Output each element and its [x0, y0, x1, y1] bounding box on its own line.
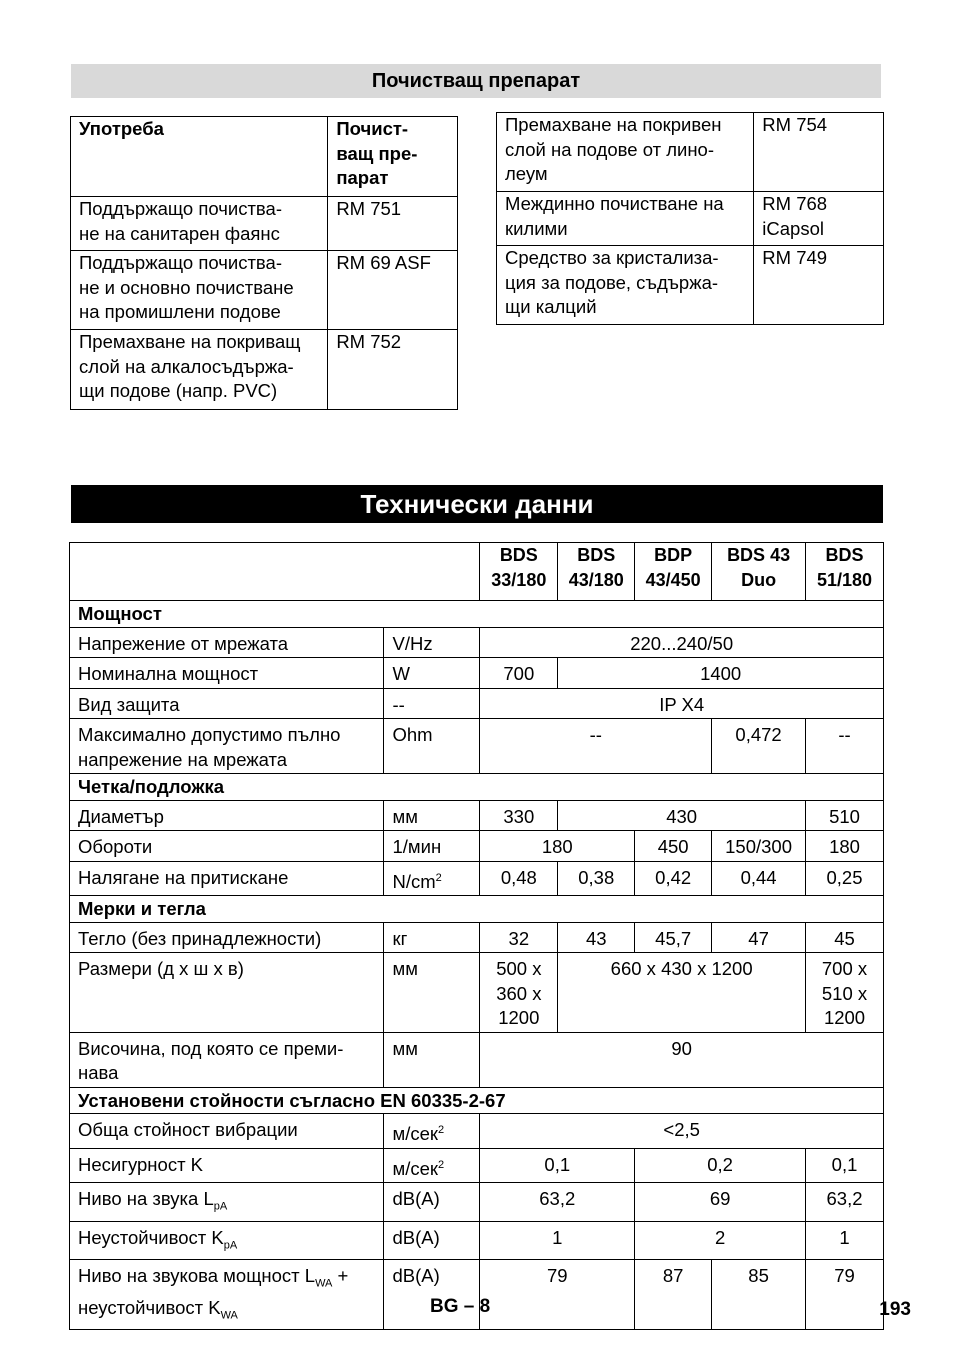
table-row	[70, 1183, 884, 1221]
row-value: 90	[480, 1032, 884, 1087]
table-row	[70, 1114, 884, 1149]
row-unit: dB(A)	[384, 1259, 480, 1329]
row-unit: мм	[384, 953, 480, 1033]
table-row	[70, 1259, 884, 1329]
model-bds-33-180: BDS 33/180	[480, 543, 558, 601]
row-label: Номинална мощност	[70, 658, 384, 689]
row-label	[70, 1183, 384, 1221]
row-unit	[384, 861, 480, 896]
agent-cell: RM 749	[754, 246, 884, 325]
row-value: 0,2	[635, 1148, 806, 1183]
row-label	[70, 1221, 384, 1259]
row-value: 430	[558, 800, 806, 831]
row-value: 510	[806, 800, 884, 831]
table-row	[70, 719, 884, 774]
model-header-row	[70, 543, 884, 601]
usage-cell: Поддържащо почиства- не на санитарен фаянс	[71, 197, 328, 251]
page-number: 193	[879, 1299, 911, 1320]
row-value: 43	[558, 922, 635, 953]
row-value: 180	[806, 831, 884, 862]
technical-data-heading: Технически данни	[71, 485, 883, 523]
row-value: 330	[480, 800, 558, 831]
label-text: + неустойчивост K	[78, 1264, 349, 1319]
agent-cell: RM 751	[328, 197, 458, 251]
table-row	[70, 1221, 884, 1259]
row-label: Максимално допустимо пълно напрежение на мрежата	[70, 719, 384, 774]
row-value: 0,472	[712, 719, 806, 774]
unit-superscript: 2	[437, 1124, 445, 1137]
table-row	[497, 192, 884, 246]
row-value: 79	[806, 1259, 884, 1329]
usage-cell: Поддържащо почиства- не и основно почистване на промишлени подове	[71, 251, 328, 330]
table-row	[70, 1148, 884, 1183]
usage-cell: Средство за кристализа- ция за подове, съдържа- щи калций	[497, 246, 754, 325]
table-row	[70, 922, 884, 953]
label-subscript: pA	[223, 1239, 238, 1252]
model-bds-43-duo: BDS 43 Duo	[712, 543, 806, 601]
row-value: 700 x 510 x 1200	[806, 953, 884, 1033]
row-value: 500 x 360 x 1200	[480, 953, 558, 1033]
unit-superscript: 2	[435, 871, 442, 884]
table-row	[70, 831, 884, 862]
row-value: 1400	[558, 658, 884, 689]
table-header-row	[71, 117, 458, 197]
row-value: 0,25	[806, 861, 884, 896]
row-unit	[384, 1114, 480, 1149]
row-value: 700	[480, 658, 558, 689]
row-label: Размери (д х ш х в)	[70, 953, 384, 1033]
row-unit: Ohm	[384, 719, 480, 774]
row-label: Налягане на притискане	[70, 861, 384, 896]
agent-cell: RM 768 iCapsol	[754, 192, 884, 246]
row-unit: --	[384, 688, 480, 719]
table-row	[70, 1032, 884, 1087]
row-unit: кг	[384, 922, 480, 953]
row-value: 0,38	[558, 861, 635, 896]
row-value: 0,44	[712, 861, 806, 896]
unit-superscript: 2	[437, 1158, 445, 1171]
usage-cell: Премахване на покривен слой на подове от лино- леум	[497, 113, 754, 192]
usage-header: Употреба	[71, 117, 328, 197]
row-value: <2,5	[480, 1114, 884, 1149]
section-dimensions: Мерки и тегла	[70, 896, 884, 923]
row-value: 45,7	[635, 922, 712, 953]
row-label: Вид защита	[70, 688, 384, 719]
row-unit: V/Hz	[384, 627, 480, 658]
section-row	[70, 601, 884, 628]
row-value: 180	[480, 831, 635, 862]
row-value: 2	[635, 1221, 806, 1259]
table-row	[497, 113, 884, 192]
row-unit: 1/мин	[384, 831, 480, 862]
row-value: 87	[635, 1259, 712, 1329]
agent-header: Почист- ващ пре- парат	[328, 117, 458, 197]
row-value: --	[480, 719, 712, 774]
row-value: IP X4	[480, 688, 884, 719]
row-label: Несигурност K	[70, 1148, 384, 1183]
section-power: Мощност	[70, 601, 884, 628]
row-label: Обща стойност вибрации	[70, 1114, 384, 1149]
row-label: Напрежение от мрежата	[70, 627, 384, 658]
table-row	[71, 330, 458, 410]
row-value: 1	[480, 1221, 635, 1259]
table-row	[70, 688, 884, 719]
row-value: 69	[635, 1183, 806, 1221]
row-label: Диаметър	[70, 800, 384, 831]
unit-text: м/сек	[392, 1123, 438, 1145]
row-value: 47	[712, 922, 806, 953]
row-value: 450	[635, 831, 712, 862]
row-value: 150/300	[712, 831, 806, 862]
row-value: 0,1	[480, 1148, 635, 1183]
row-value: 220...240/50	[480, 627, 884, 658]
model-bds-43-180: BDS 43/180	[558, 543, 635, 601]
row-label	[70, 1259, 384, 1329]
label-text: Неустойчивост K	[78, 1226, 224, 1248]
agent-cell: RM 752	[328, 330, 458, 410]
cleaning-agent-table-left	[70, 116, 458, 410]
model-bds-51-180: BDS 51/180	[806, 543, 884, 601]
usage-cell: Премахване на покриващ слой на алкалосъдържа- щи подове (напр. PVC)	[71, 330, 328, 410]
cleaning-agent-table-right	[496, 112, 884, 325]
table-row	[497, 246, 884, 325]
row-value: 63,2	[806, 1183, 884, 1221]
row-label: Височина, под която се преми- нава	[70, 1032, 384, 1087]
row-value: 85	[712, 1259, 806, 1329]
cleaning-agent-heading: Почистващ препарат	[71, 64, 881, 98]
row-unit: мм	[384, 1032, 480, 1087]
table-row	[70, 627, 884, 658]
row-value: 63,2	[480, 1183, 635, 1221]
section-row	[70, 774, 884, 801]
section-values: Установени стойности съгласно EN 60335-2-67	[70, 1087, 884, 1114]
row-value: 45	[806, 922, 884, 953]
section-row	[70, 1087, 884, 1114]
row-unit	[384, 1148, 480, 1183]
table-row	[71, 197, 458, 251]
row-value: 79	[480, 1259, 635, 1329]
table-row	[71, 251, 458, 330]
row-unit: W	[384, 658, 480, 689]
label-subscript: pA	[213, 1201, 228, 1214]
label-text: Ниво на звукова мощност L	[78, 1264, 316, 1286]
table-row	[70, 658, 884, 689]
unit-text: м/сек	[392, 1157, 438, 1179]
agent-cell: RM 69 ASF	[328, 251, 458, 330]
row-label: Тегло (без принадлежности)	[70, 922, 384, 953]
header-blank	[70, 543, 480, 601]
row-value: 0,42	[635, 861, 712, 896]
section-row	[70, 896, 884, 923]
row-value: 32	[480, 922, 558, 953]
label-subscript: WA	[315, 1277, 333, 1290]
unit-text: N/cm	[392, 870, 436, 892]
agent-cell: RM 754	[754, 113, 884, 192]
row-unit: мм	[384, 800, 480, 831]
row-value: 1	[806, 1221, 884, 1259]
row-unit: dB(A)	[384, 1183, 480, 1221]
footer-language-code: BG – 8	[430, 1296, 491, 1317]
technical-data-table	[69, 542, 884, 1330]
row-value: 660 x 430 x 1200	[558, 953, 806, 1033]
table-row	[70, 953, 884, 1033]
model-bdp-43-450: BDP 43/450	[635, 543, 712, 601]
section-brush: Четка/подложка	[70, 774, 884, 801]
row-label: Обороти	[70, 831, 384, 862]
label-subscript: WA	[220, 1309, 238, 1322]
table-row	[70, 861, 884, 896]
row-value: 0,48	[480, 861, 558, 896]
table-row	[70, 800, 884, 831]
label-text: Ниво на звука L	[78, 1188, 214, 1210]
row-unit: dB(A)	[384, 1221, 480, 1259]
row-value: --	[806, 719, 884, 774]
usage-cell: Междинно почистване на килими	[497, 192, 754, 246]
row-value: 0,1	[806, 1148, 884, 1183]
